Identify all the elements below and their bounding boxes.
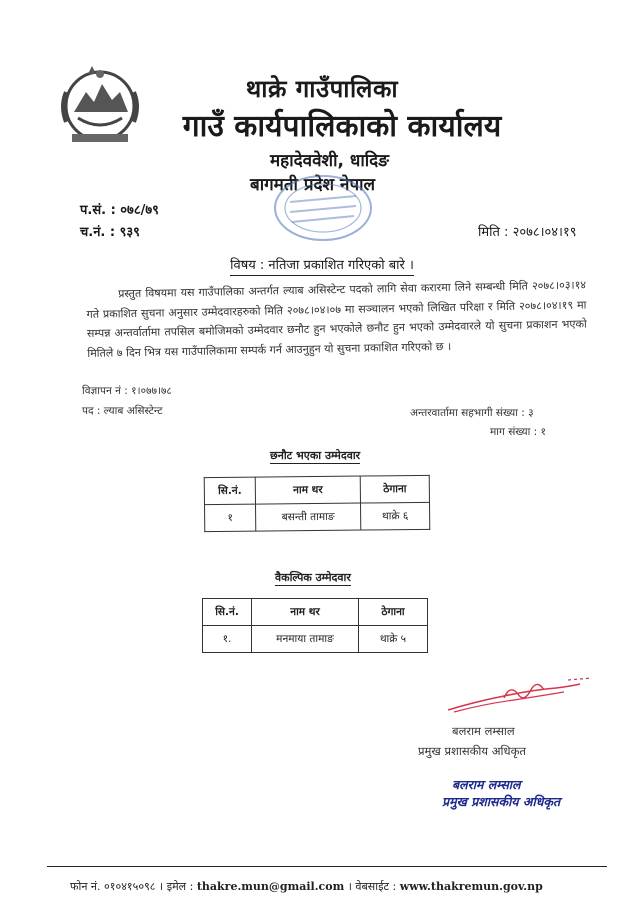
alternate-section-title bbox=[275, 570, 351, 585]
post-name: पद : ल्याब असिस्टेन्ट bbox=[82, 405, 163, 417]
selected-candidates-table bbox=[204, 475, 431, 532]
header-address-line2: बागमती प्रदेश नेपाल bbox=[250, 175, 376, 195]
alternate-title-text: वैकल्पिक उम्मेदवार bbox=[275, 571, 351, 584]
signatory-name: बलराम लम्साल bbox=[452, 724, 515, 738]
table-header-name: नाम थर bbox=[252, 599, 359, 626]
demand-count: माग संख्या : १ bbox=[490, 426, 546, 438]
letter-subject bbox=[0, 255, 644, 273]
footer-website[interactable]: www.thakremun.gov.np bbox=[399, 880, 543, 893]
advert-number: विज्ञापन नं : १।०७७।७८ bbox=[82, 385, 172, 397]
header-title-line2: गाउँ कार्यपालिकाको कार्यालय bbox=[182, 109, 502, 144]
table-header-row bbox=[203, 599, 428, 626]
stamp-name: बलराम लम्साल bbox=[452, 777, 521, 792]
table-header-address: ठेगाना bbox=[360, 475, 429, 503]
body-paragraph bbox=[86, 275, 587, 363]
table-cell-sn: १. bbox=[203, 626, 252, 653]
table-row bbox=[203, 626, 428, 653]
footer-email-label: इमेल : bbox=[166, 880, 194, 893]
selected-title-text: छनौट भएका उम्मेदवार bbox=[270, 449, 361, 462]
table-cell-name: बसन्ती तामाङ bbox=[256, 503, 361, 531]
table-cell-address: थाक्रे ५ bbox=[359, 626, 428, 653]
interview-count: अन्तरवार्तामा सहभागी संख्या : ३ bbox=[410, 407, 534, 419]
footer-divider bbox=[47, 866, 607, 867]
table-cell-sn: १ bbox=[205, 504, 256, 532]
stamp-designation: प्रमुख प्रशासकीय अधिकृत bbox=[442, 794, 561, 809]
signature-icon bbox=[444, 676, 594, 716]
subject-text: विषय : नतिजा प्रकाशित गरिएको बारे । bbox=[230, 258, 414, 276]
footer-contact bbox=[70, 879, 543, 894]
table-header-sn: सि.नं. bbox=[203, 599, 252, 626]
reference-chn: च.नं. : ९३९ bbox=[80, 225, 140, 240]
table-cell-name: मनमाया तामाङ bbox=[252, 626, 359, 653]
letter-date: मिति : २०७८।०४।१९ bbox=[478, 225, 577, 240]
table-header-row bbox=[204, 475, 429, 504]
header-address-line1: महादेववेशी, धादिङ bbox=[270, 151, 389, 171]
table-header-sn: सि.नं. bbox=[204, 477, 255, 505]
paragraph-indent bbox=[86, 297, 118, 298]
footer-phone: फोन नं. ०१०४१५०९८ । bbox=[70, 880, 164, 893]
signatory-designation: प्रमुख प्रशासकीय अधिकृत bbox=[418, 744, 526, 758]
body-paragraph-text: प्रस्तुत विषयमा यस गाउँपालिका अन्तर्गत ल्याब असिस्टेन्ट पदको लागि सेवा करारमा लिने सम्बन्धी मिति २०७८।०३।१४ गते प्रकाशित सुचना अनुसार उम्मेदवारहरुको मिति २०७८।०४।०७ मा सञ्चालन भएको लिखित परिक्षा र मिति २०७८।०४।१९ मा सम्पन्न अन्तर्वार्तामा तपसिल बमोजिमको उम्मेदवार छनौट हुन भएकोले छनौट हुन भएको उम्मेदवारले यो सुचना प्रकाशन भएको मितिले ७ दिन भित्र यस गाउँपालिकामा सम्पर्क गर्न आउनुहुन यो सुचना प्रकाशित गरिएको छ । bbox=[86, 278, 587, 360]
table-header-address: ठेगाना bbox=[359, 599, 428, 626]
footer-email[interactable]: thakre.mun@gmail.com bbox=[196, 880, 345, 893]
table-row bbox=[205, 502, 430, 531]
office-seal-stamp-icon bbox=[268, 168, 378, 248]
alternate-candidates-table bbox=[202, 598, 428, 653]
footer-web-label: । वेबसाईट : bbox=[347, 880, 397, 893]
reference-ps: प.सं. : ०७८/७९ bbox=[80, 203, 159, 218]
selected-section-title bbox=[270, 448, 360, 463]
table-header-name: नाम थर bbox=[255, 476, 360, 504]
table-cell-address: थाक्रे ६ bbox=[360, 502, 429, 530]
header-title-line1: थाक्रे गाउँपालिका bbox=[245, 75, 399, 103]
